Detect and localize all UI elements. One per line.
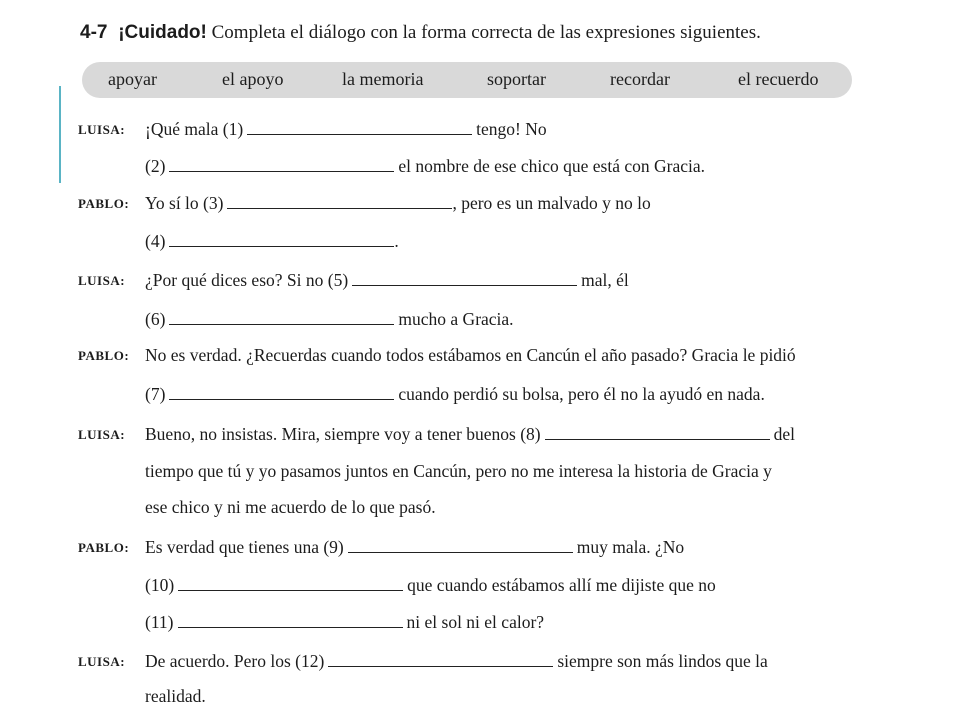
exercise-heading xyxy=(80,22,761,44)
word-bank-item: la memoria xyxy=(342,69,424,89)
dialogue-line: Yo sí lo (3) , pero es un malvado y no lo xyxy=(145,193,651,213)
speaker-label: PABLO: xyxy=(78,540,130,555)
word-bank-item: el apoyo xyxy=(222,69,284,89)
dialogue-line: ese chico y ni me acuerdo de lo que pasó. xyxy=(145,497,436,517)
word-bank-item: el recuerdo xyxy=(738,69,819,89)
dialogue-line: (6) mucho a Gracia. xyxy=(145,309,514,329)
speaker-label: PABLO: xyxy=(78,196,130,211)
dialogue-line: De acuerdo. Pero los (12) siempre son más lindos que la xyxy=(145,651,768,671)
answer-blank-9[interactable] xyxy=(348,551,573,553)
dialogue-line: (2) el nombre de ese chico que está con Gracia. xyxy=(145,156,705,176)
exercise-instructions: Completa el diálogo con la forma correcta de las expresiones siguientes. xyxy=(211,22,761,43)
answer-blank-11[interactable] xyxy=(178,626,403,628)
word-bank-item: apoyar xyxy=(108,69,157,89)
answer-blank-12[interactable] xyxy=(328,665,553,667)
speaker-label: LUISA: xyxy=(78,427,126,442)
speaker-label: LUISA: xyxy=(78,122,126,137)
dialogue-line: realidad. xyxy=(145,686,206,706)
word-bank-item: recordar xyxy=(610,69,670,89)
dialogue-line: Bueno, no insistas. Mira, siempre voy a tener buenos (8) del xyxy=(145,424,796,444)
answer-blank-4[interactable] xyxy=(169,245,394,247)
dialogue-line: (10) que cuando estábamos allí me dijiste que no xyxy=(145,575,716,595)
speaker-label: LUISA: xyxy=(78,654,126,669)
exercise-title: ¡Cuidado! xyxy=(118,22,207,43)
dialogue-line: Es verdad que tienes una (9) muy mala. ¿No xyxy=(145,537,685,557)
dialogue-line: (7) cuando perdió su bolsa, pero él no la ayudó en nada. xyxy=(145,384,765,404)
dialogue-line: (4) . xyxy=(145,231,399,251)
answer-blank-7[interactable] xyxy=(169,398,394,400)
speaker-label: PABLO: xyxy=(78,348,130,363)
answer-blank-2[interactable] xyxy=(169,170,394,172)
answer-blank-1[interactable] xyxy=(247,133,472,135)
answer-blank-10[interactable] xyxy=(178,589,403,591)
dialogue-line: tiempo que tú y yo pasamos juntos en Cancún, pero no me interesa la historia de Gracia y xyxy=(145,461,772,481)
dialogue-line: ¿Por qué dices eso? Si no (5) mal, él xyxy=(145,270,629,290)
word-bank xyxy=(82,62,852,98)
answer-blank-8[interactable] xyxy=(545,438,770,440)
word-bank-item: soportar xyxy=(487,69,546,89)
dialogue-line: (11) ni el sol ni el calor? xyxy=(145,612,545,632)
answer-blank-3[interactable] xyxy=(227,207,452,209)
dialogue-line: ¡Qué mala (1) tengo! No xyxy=(145,119,547,139)
answer-blank-5[interactable] xyxy=(352,284,577,286)
exercise-number: 4-7 xyxy=(80,22,108,43)
answer-blank-6[interactable] xyxy=(169,323,394,325)
margin-marker xyxy=(59,86,61,183)
speaker-label: LUISA: xyxy=(78,273,126,288)
dialogue-line: No es verdad. ¿Recuerdas cuando todos estábamos en Cancún el año pasado? Gracia le pidió xyxy=(145,345,796,365)
